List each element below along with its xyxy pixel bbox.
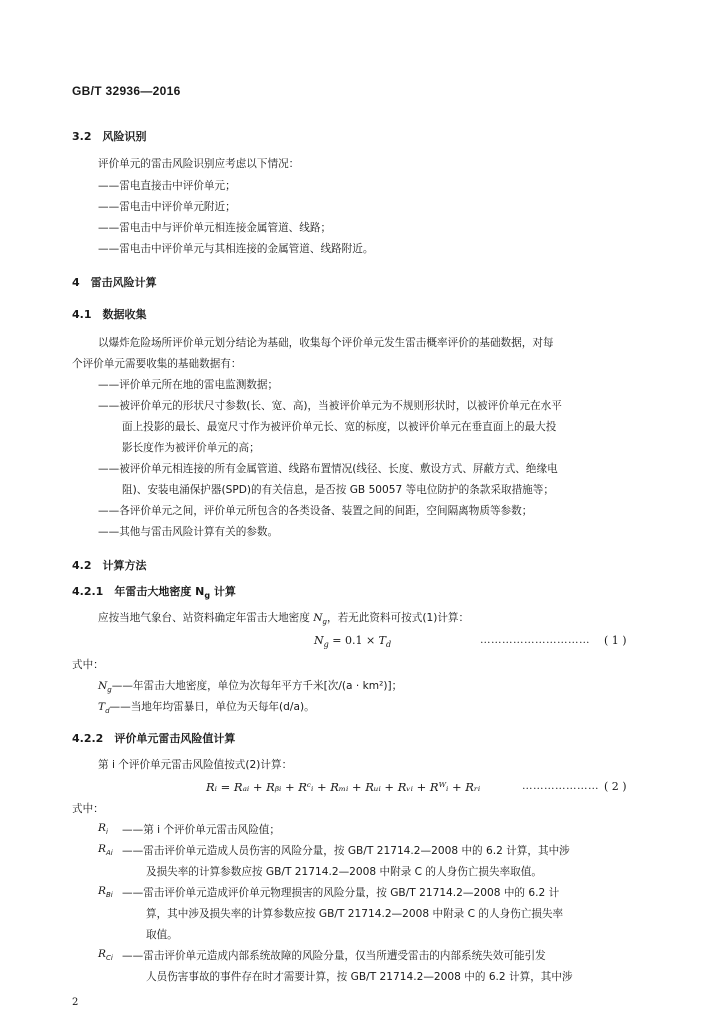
where-label: 式中： — [72, 803, 104, 815]
list-item: ——被评价单元相连接的所有金属管道、线路布置情况(线径、长度、敷设方式、屏蔽方式、绝缘电 — [98, 463, 558, 475]
definition-text: ——雷击评价单元造成人员伤害的风险分量，按 GB/T 21714.2—2008 中的 6.2 计算，其中涉 — [122, 845, 570, 857]
list-item: ——被评价单元的形状尺寸参数(长、宽、高)，当被评价单元为不规则形状时，以被评价单元在水平 — [98, 400, 562, 412]
definition-var: $R_{Ai}$ — [98, 843, 113, 858]
definition-text-cont: 人员伤害事故的事件存在时才需要计算，按 GB/T 21714.2—2008 中的 6.2 计算，其中涉 — [146, 971, 573, 983]
list-item: ——雷电直接击中评价单元； — [98, 180, 236, 192]
section-4-1-intro: 以爆炸危险场所评价单元划分结论为基础，收集每个评价单元发生雷击概率评价的基础数据，对每 — [98, 337, 554, 349]
list-item: ——雷电击中评价单元附近； — [98, 201, 236, 213]
definition-var: $R_{Bi}$ — [98, 885, 113, 900]
list-item-cont: 面上投影的最长、最宽尺寸作为被评价单元长、宽的标度，以被评价单元在垂直面上的最大投 — [122, 421, 557, 433]
equation-number: ( 2 ) — [604, 780, 627, 793]
definition-text-cont: 算，其中涉及损失率的计算参数应按 GB/T 21714.2—2008 中附录 C 的人身伤亡损失率 — [146, 908, 564, 920]
section-heading-4-1: 4.1 数据收集 — [72, 308, 147, 321]
section-4-1-intro-cont: 个评价单元需要收集的基础数据有： — [72, 358, 242, 370]
section-heading-4: 4 雷击风险计算 — [72, 276, 157, 289]
definition-ng: $N_g——$年雷击大地密度，单位为次每年平方千米[次/(a · km²)]； — [98, 680, 403, 695]
definition-text-cont: 取值。 — [146, 929, 178, 941]
list-item: ——雷电击中与评价单元相连接金属管道、线路； — [98, 222, 332, 234]
definition-td: $T_d——$当地年均雷暴日，单位为天每年(d/a)。 — [98, 701, 315, 716]
definition-var: $R_{Ci}$ — [98, 948, 113, 963]
section-heading-4-2-2: 4.2.2 评价单元雷击风险值计算 — [72, 732, 236, 745]
section-4-2-2-intro: 第 i 个评价单元雷击风险值按式(2)计算： — [98, 759, 293, 771]
where-label: 式中： — [72, 659, 104, 671]
page-number: 2 — [72, 997, 79, 1008]
section-heading-3-2: 3.2 风险识别 — [72, 130, 147, 143]
list-item-cont: 影长度作为被评价单元的高； — [122, 442, 260, 454]
section-3-2-intro: 评价单元的雷击风险识别应考虑以下情况： — [98, 158, 300, 170]
equation-2: Rᵢ = Rₐᵢ + Rᵦᵢ + Rᶜᵢ + Rₘᵢ + Rᵤᵢ + Rᵥᵢ + Rᵂᵢ + Rᵣᵢ — [206, 780, 481, 794]
list-item: ——其他与雷击风险计算有关的参数。 — [98, 526, 279, 538]
list-item-cont: 阻)、安装电涌保护器(SPD)的有关信息，是否按 GB 50057 等电位防护的条款采取措施等； — [122, 484, 554, 496]
definition-text: ——第 i 个评价单元雷击风险值； — [122, 824, 280, 836]
definition-var: $R_i$ — [98, 822, 108, 837]
list-item: ——各评价单元之间，评价单元所包含的各类设备、装置之间的间距，空间隔离物质等参数； — [98, 505, 533, 517]
equation-1: $N_g = 0.1 \times T_d$ — [314, 634, 392, 650]
section-heading-4-2: 4.2 计算方法 — [72, 559, 147, 572]
definition-text: ——雷击评价单元造成评价单元物理损害的风险分量，按 GB/T 21714.2—2008 中的 6.2 计 — [122, 887, 560, 899]
section-4-2-1-intro: 应按当地气象台、站资料确定年雷击大地密度 $N_g$，若无此资料可按式(1)计算： — [98, 612, 470, 627]
equation-leader-dots: ………………… — [522, 780, 599, 792]
standard-id: GB/T 32936—2016 — [72, 84, 181, 98]
definition-text: ——雷击评价单元造成内部系统故障的风险分量，仅当所遭受雷击的内部系统失效可能引发 — [122, 950, 546, 962]
equation-leader-dots: ………………………… — [480, 634, 590, 646]
section-heading-4-2-1: 4.2.1 年雷击大地密度 $N_g$ 计算 — [72, 585, 236, 601]
list-item: ——雷电击中评价单元与其相连接的金属管道、线路附近。 — [98, 243, 374, 255]
list-item: ——评价单元所在地的雷电监测数据； — [98, 379, 279, 391]
definition-text-cont: 及损失率的计算参数应按 GB/T 21714.2—2008 中附录 C 的人身伤亡损失率取值。 — [146, 866, 542, 878]
equation-number: ( 1 ) — [604, 634, 627, 647]
